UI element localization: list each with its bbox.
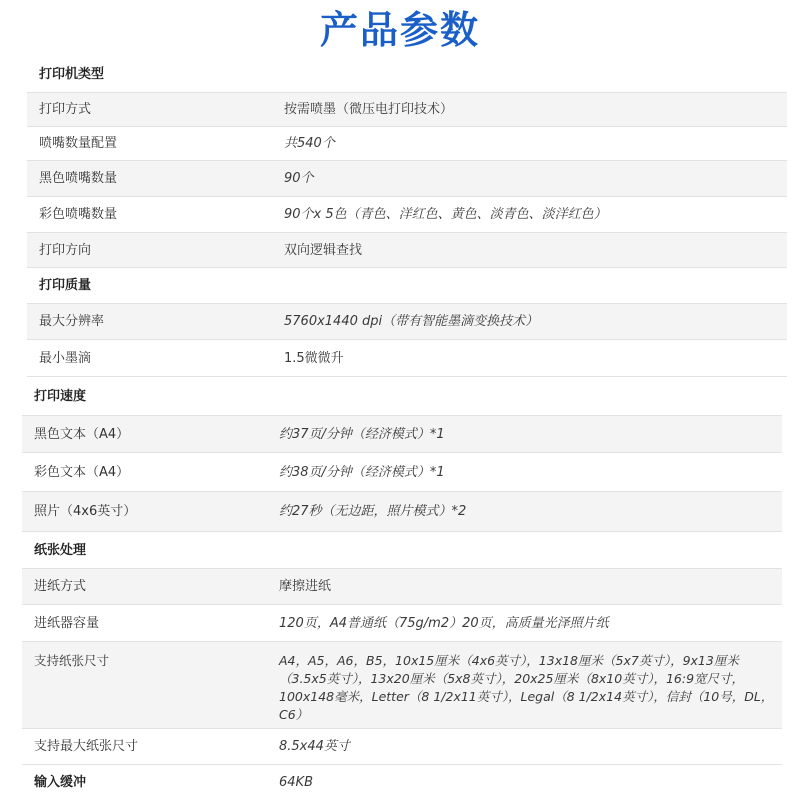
spec-label: 打印方式 — [39, 102, 92, 117]
spec-label: 最小墨滴 — [39, 351, 92, 366]
spec-value: 约27秒（无边距，照片模式）*2 — [279, 504, 467, 519]
spec-value: A4，A5，A6，B5，10x15厘米（4x6英寸），13x18厘米（5x7英寸），9x13厘米（3.5x5英寸），13x20厘米（5x8英寸），20x25厘米（8x10英寸），16:9宽尺寸，100x148毫米，Letter（8 1/2x11英寸），Legal（8 1/2x14英寸），信封（10号，DL，C6） — [279, 653, 774, 722]
spec-value: 摩擦进纸 — [279, 579, 332, 594]
spec-value: 约37页/分钟（经济模式）*1 — [279, 427, 445, 442]
spec-row-black-nozzles — [27, 161, 787, 197]
spec-label: 进纸方式 — [34, 579, 87, 594]
section-print-speed — [22, 377, 782, 416]
section-label: 打印机类型 — [39, 67, 105, 82]
spec-row-max-paper-size — [22, 729, 782, 765]
spec-row-feed-method — [22, 569, 782, 605]
spec-value: 双向逻辑查找 — [284, 243, 363, 258]
spec-label: 最大分辨率 — [39, 314, 105, 329]
spec-value: 8.5x44英寸 — [279, 739, 350, 754]
spec-label: 彩色喷嘴数量 — [39, 207, 118, 222]
spec-value: 90个x 5色（青色、洋红色、黄色、淡青色、淡洋红色） — [284, 207, 607, 222]
spec-row-min-droplet — [27, 340, 787, 377]
spec-label: 彩色文本（A4） — [34, 465, 130, 480]
spec-label: 支持最大纸张尺寸 — [34, 739, 139, 754]
spec-row-color-text — [22, 453, 782, 492]
spec-row-print-direction — [27, 233, 787, 268]
section-label: 纸张处理 — [34, 543, 87, 558]
spec-label: 黑色喷嘴数量 — [39, 171, 118, 186]
spec-label: 支持纸张尺寸 — [34, 653, 110, 668]
spec-row-photo — [22, 492, 782, 532]
spec-row-print-method — [27, 93, 787, 127]
spec-value: 5760x1440 dpi（带有智能墨滴变换技术） — [284, 314, 539, 329]
spec-value: 按需喷墨（微压电打印技术） — [284, 102, 454, 117]
spec-value: 约38页/分钟（经济模式）*1 — [279, 465, 445, 480]
section-label: 打印速度 — [34, 389, 87, 404]
spec-label: 输入缓冲 — [34, 775, 87, 790]
section-print-quality — [27, 268, 787, 304]
spec-row-max-resolution — [27, 304, 787, 340]
spec-row-input-buffer — [22, 765, 782, 800]
spec-value: 120页，A4普通纸（75g/m2）20页，高质量光泽照片纸 — [279, 616, 609, 631]
spec-label: 打印方向 — [39, 243, 92, 258]
spec-value: 1.5微微升 — [284, 351, 344, 366]
section-label: 打印质量 — [39, 278, 92, 293]
spec-value: 共540个 — [284, 136, 335, 151]
section-paper-handling — [22, 532, 782, 569]
spec-label: 进纸器容量 — [34, 616, 100, 631]
spec-row-black-text — [22, 416, 782, 453]
spec-label: 喷嘴数量配置 — [39, 136, 118, 151]
spec-row-nozzle-config — [27, 127, 787, 161]
spec-value: 90个 — [284, 171, 314, 186]
spec-row-color-nozzles — [27, 197, 787, 233]
spec-row-feeder-capacity — [22, 605, 782, 642]
spec-label: 黑色文本（A4） — [34, 427, 130, 442]
spec-label: 照片（4x6英寸） — [34, 504, 137, 519]
spec-value: 64KB — [279, 775, 313, 790]
spec-row-paper-sizes — [22, 642, 782, 729]
page-title: 产品参数 — [319, 8, 480, 52]
section-printer-type — [27, 57, 787, 93]
